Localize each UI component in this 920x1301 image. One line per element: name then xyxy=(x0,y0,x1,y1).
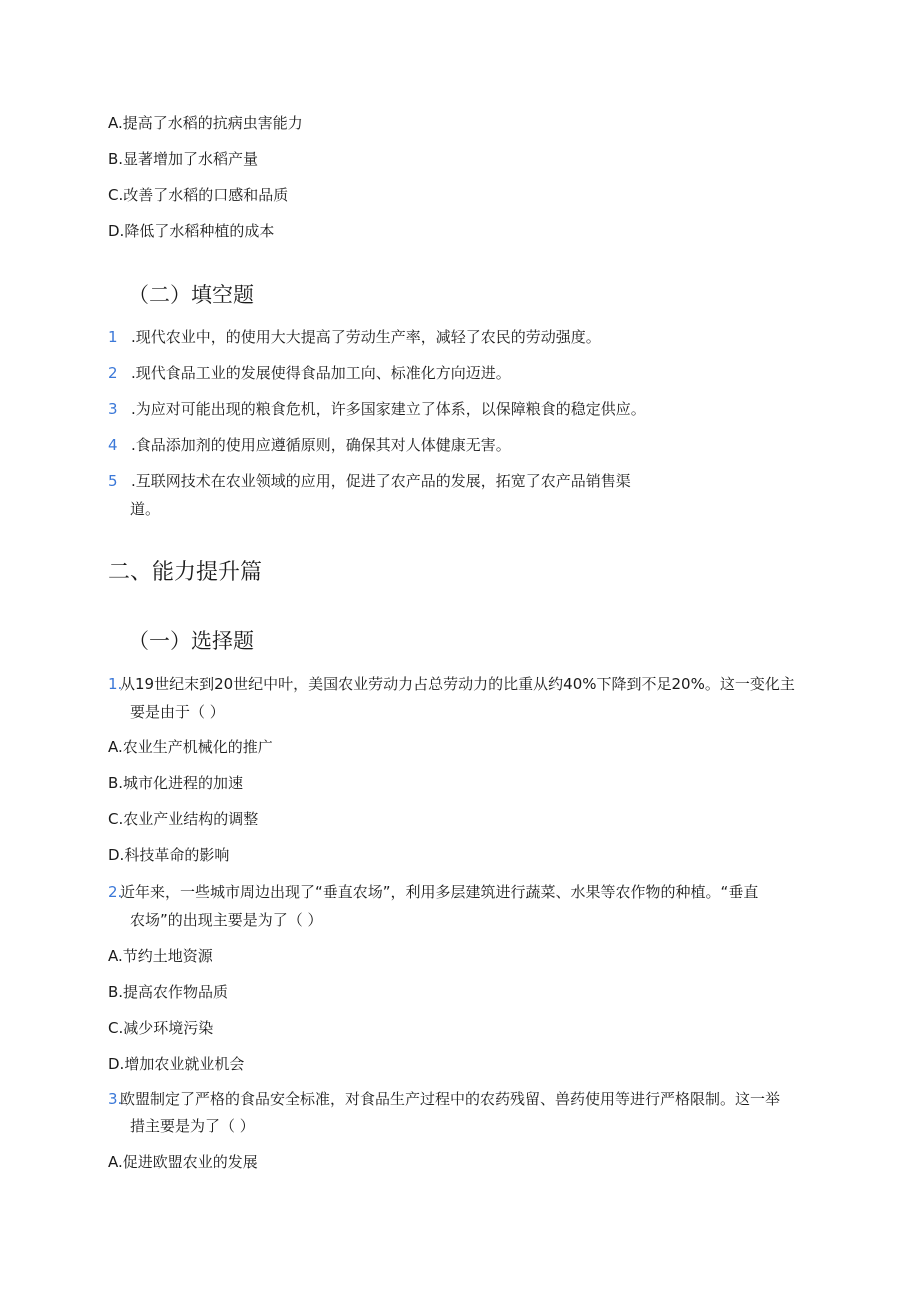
prev-option-c: C.改善了水稻的口感和品质 xyxy=(108,186,289,204)
fill-item-number: 5 xyxy=(108,472,118,490)
option-a: A.节约土地资源 xyxy=(108,947,213,965)
option-d: D.增加农业就业机会 xyxy=(108,1055,245,1073)
prev-option-d: D.降低了水稻种植的成本 xyxy=(108,222,275,240)
option-b: B.城市化进程的加速 xyxy=(108,774,244,792)
question-text-continued: 农场”的出现主要是为了（ ） xyxy=(130,911,323,929)
option-a: A.促进欧盟农业的发展 xyxy=(108,1153,258,1171)
question-number: 2. xyxy=(108,883,123,901)
prev-option-b: B.显著增加了水稻产量 xyxy=(108,150,259,168)
fill-item-number: 2 xyxy=(108,364,118,382)
fill-section-heading: （二）填空题 xyxy=(128,283,254,307)
choice-section-heading: （一）选择题 xyxy=(128,629,254,653)
question-text: 欧盟制定了严格的食品安全标准，对食品生产过程中的农药残留、兽药使用等进行严格限制。这一举 xyxy=(120,1090,781,1108)
option-c: C.农业产业结构的调整 xyxy=(108,810,259,828)
fill-item-text: .为应对可能出现的粮食危机，许多国家建立了体系，以保障粮食的稳定供应。 xyxy=(131,400,646,418)
fill-item-text: .现代食品工业的发展使得食品加工向、标准化方向迈进。 xyxy=(131,364,511,382)
fill-item-text-continued: 道。 xyxy=(130,500,161,518)
option-c: C.减少环境污染 xyxy=(108,1019,214,1037)
part-heading: 二、能力提升篇 xyxy=(108,560,263,585)
question-text: 从19世纪末到20世纪中叶，美国农业劳动力占总劳动力的比重从约40%下降到不足20%。这一变化主 xyxy=(120,675,795,693)
option-a: A.农业生产机械化的推广 xyxy=(108,738,273,756)
option-b: B.提高农作物品质 xyxy=(108,983,229,1001)
fill-item-number: 3 xyxy=(108,400,118,418)
fill-item-number: 1 xyxy=(108,328,118,346)
question-text: 近年来，一些城市周边出现了“垂直农场”，利用多层建筑进行蔬菜、水果等农作物的种植。“垂直 xyxy=(120,883,759,901)
fill-item-text: .食品添加剂的使用应遵循原则，确保其对人体健康无害。 xyxy=(131,436,511,454)
question-number: 3. xyxy=(108,1090,123,1108)
fill-item-text: .现代农业中，的使用大大提高了劳动生产率，减轻了农民的劳动强度。 xyxy=(131,328,601,346)
question-text-continued: 要是由于（ ） xyxy=(130,703,225,721)
option-d: D.科技革命的影响 xyxy=(108,846,230,864)
prev-option-a: A.提高了水稻的抗病虫害能力 xyxy=(108,114,303,132)
question-number: 1. xyxy=(108,675,123,693)
question-text-continued: 措主要是为了（ ） xyxy=(130,1117,255,1135)
fill-item-text: .互联网技术在农业领域的应用，促进了农产品的发展，拓宽了农产品销售渠 xyxy=(131,472,631,490)
fill-item-number: 4 xyxy=(108,436,118,454)
